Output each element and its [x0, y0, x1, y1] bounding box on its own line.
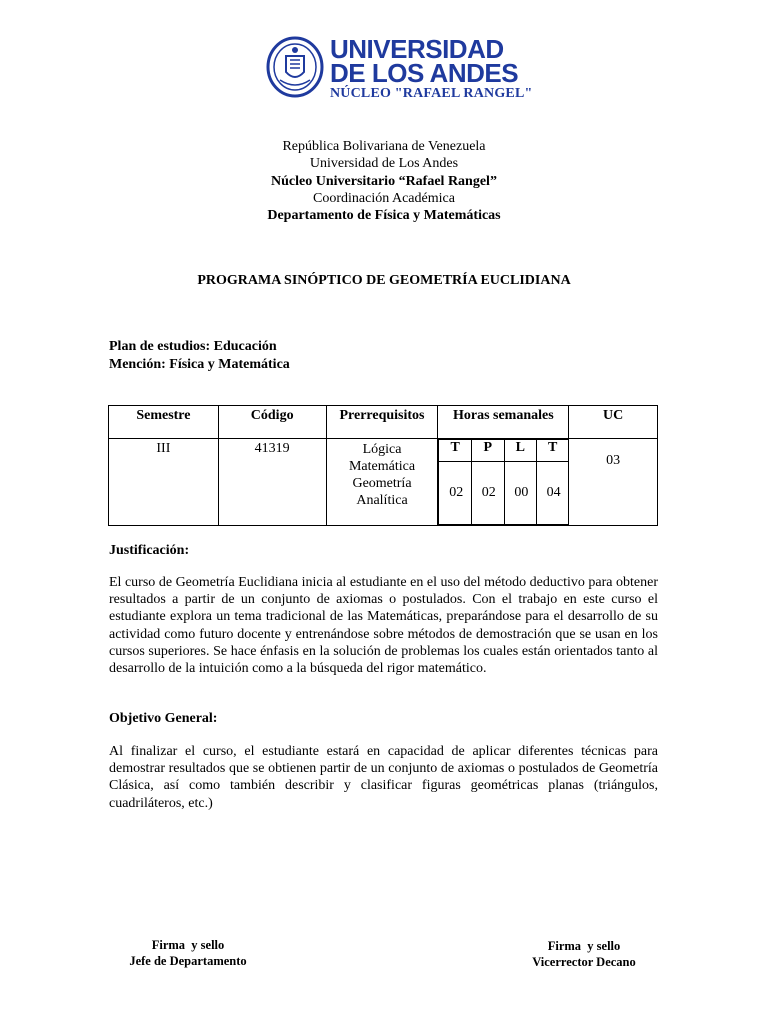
hours-label: L — [504, 440, 537, 462]
header-prerrequisitos: Prerrequisitos — [326, 406, 438, 439]
header-horas: Horas semanales — [438, 406, 569, 439]
prereq-line: Matemática — [348, 459, 416, 474]
hours-value: 02 — [439, 462, 472, 525]
institution-header — [0, 138, 768, 224]
hours-value: 00 — [504, 462, 537, 525]
header-line-university: Universidad de Los Andes — [309, 156, 459, 172]
cell-semestre: III — [109, 439, 219, 526]
table-header-row — [109, 406, 658, 439]
logo-line-3: NÚCLEO "RAFAEL RANGEL" — [330, 86, 533, 101]
university-seal-emblem — [266, 36, 324, 98]
hours-label: T — [439, 440, 472, 462]
logo-line-2: DE LOS ANDES — [330, 58, 519, 88]
signature-left-line1: Firma y sello — [151, 938, 225, 952]
hours-value: 02 — [472, 462, 505, 525]
document-title: PROGRAMA SINÓPTICO DE GEOMETRÍA EUCLIDIANA — [197, 273, 571, 288]
study-plan — [109, 338, 290, 374]
cell-codigo: 41319 — [218, 439, 326, 526]
signature-right-line2: Vicerrector Decano — [532, 955, 636, 969]
justificacion-heading: Justificación: — [109, 543, 190, 558]
justificacion-text: El curso de Geometría Euclidiana inicia al estudiante en el uso del método deductivo para obtener resultados a partir de un conjunto de axiomas o postulados. Con el trabajo en este curso el estudiante explora un tema tradicional de las Matemáticas, preparándose para el desarrollo de su actividad como futuro docente y entrenándose sobre métodos de demostración que se usan en los cursos superiores. Se hace énfasis en la solución de problemas los cuales están orientados tanto al desarrollo de la intuición como a la búsqueda del rigor matemático. — [109, 575, 658, 677]
course-info-table — [108, 405, 658, 526]
hours-label: P — [472, 440, 505, 462]
cell-prerrequisitos — [326, 439, 438, 526]
hours-label: T — [537, 440, 569, 462]
logo-line-1: UNIVERSIDAD — [330, 34, 504, 64]
header-codigo: Código — [218, 406, 326, 439]
signature-right — [512, 938, 656, 970]
signature-left — [108, 937, 268, 969]
prereq-line: Geometría — [352, 476, 412, 491]
signature-right-line1: Firma y sello — [547, 939, 621, 953]
prereq-line: Lógica — [362, 442, 402, 457]
header-semestre: Semestre — [109, 406, 219, 439]
cell-horas — [438, 439, 569, 526]
hours-subtable — [438, 439, 568, 525]
table-row — [109, 439, 658, 526]
header-line-coordination: Coordinación Académica — [313, 190, 455, 206]
header-uc: UC — [569, 406, 658, 439]
header-line-country: República Bolivariana de Venezuela — [282, 139, 486, 154]
cell-uc: 03 — [569, 439, 658, 526]
mention-line: Mención: Física y Matemática — [109, 357, 290, 372]
header-line-department: Departamento de Física y Matemáticas — [267, 208, 501, 224]
header-line-nucleo: Núcleo Universitario “Rafael Rangel” — [271, 173, 497, 189]
objetivo-heading: Objetivo General: — [109, 711, 218, 726]
university-logo — [266, 34, 533, 102]
hours-value: 04 — [537, 462, 569, 525]
signature-left-line2: Jefe de Departamento — [129, 954, 247, 968]
prereq-line: Analítica — [356, 493, 408, 508]
objetivo-text: Al finalizar el curso, el estudiante estará en capacidad de aplicar diferentes técnicas para demostrar resultados que se obtienen partir de un conjunto de axiomas o postulados de Geometría Clásica, así como también describir y clasificar figuras geométricas planas (triángulos, cuadriláteros, etc.) — [109, 744, 658, 811]
plan-line: Plan de estudios: Educación — [109, 339, 277, 354]
